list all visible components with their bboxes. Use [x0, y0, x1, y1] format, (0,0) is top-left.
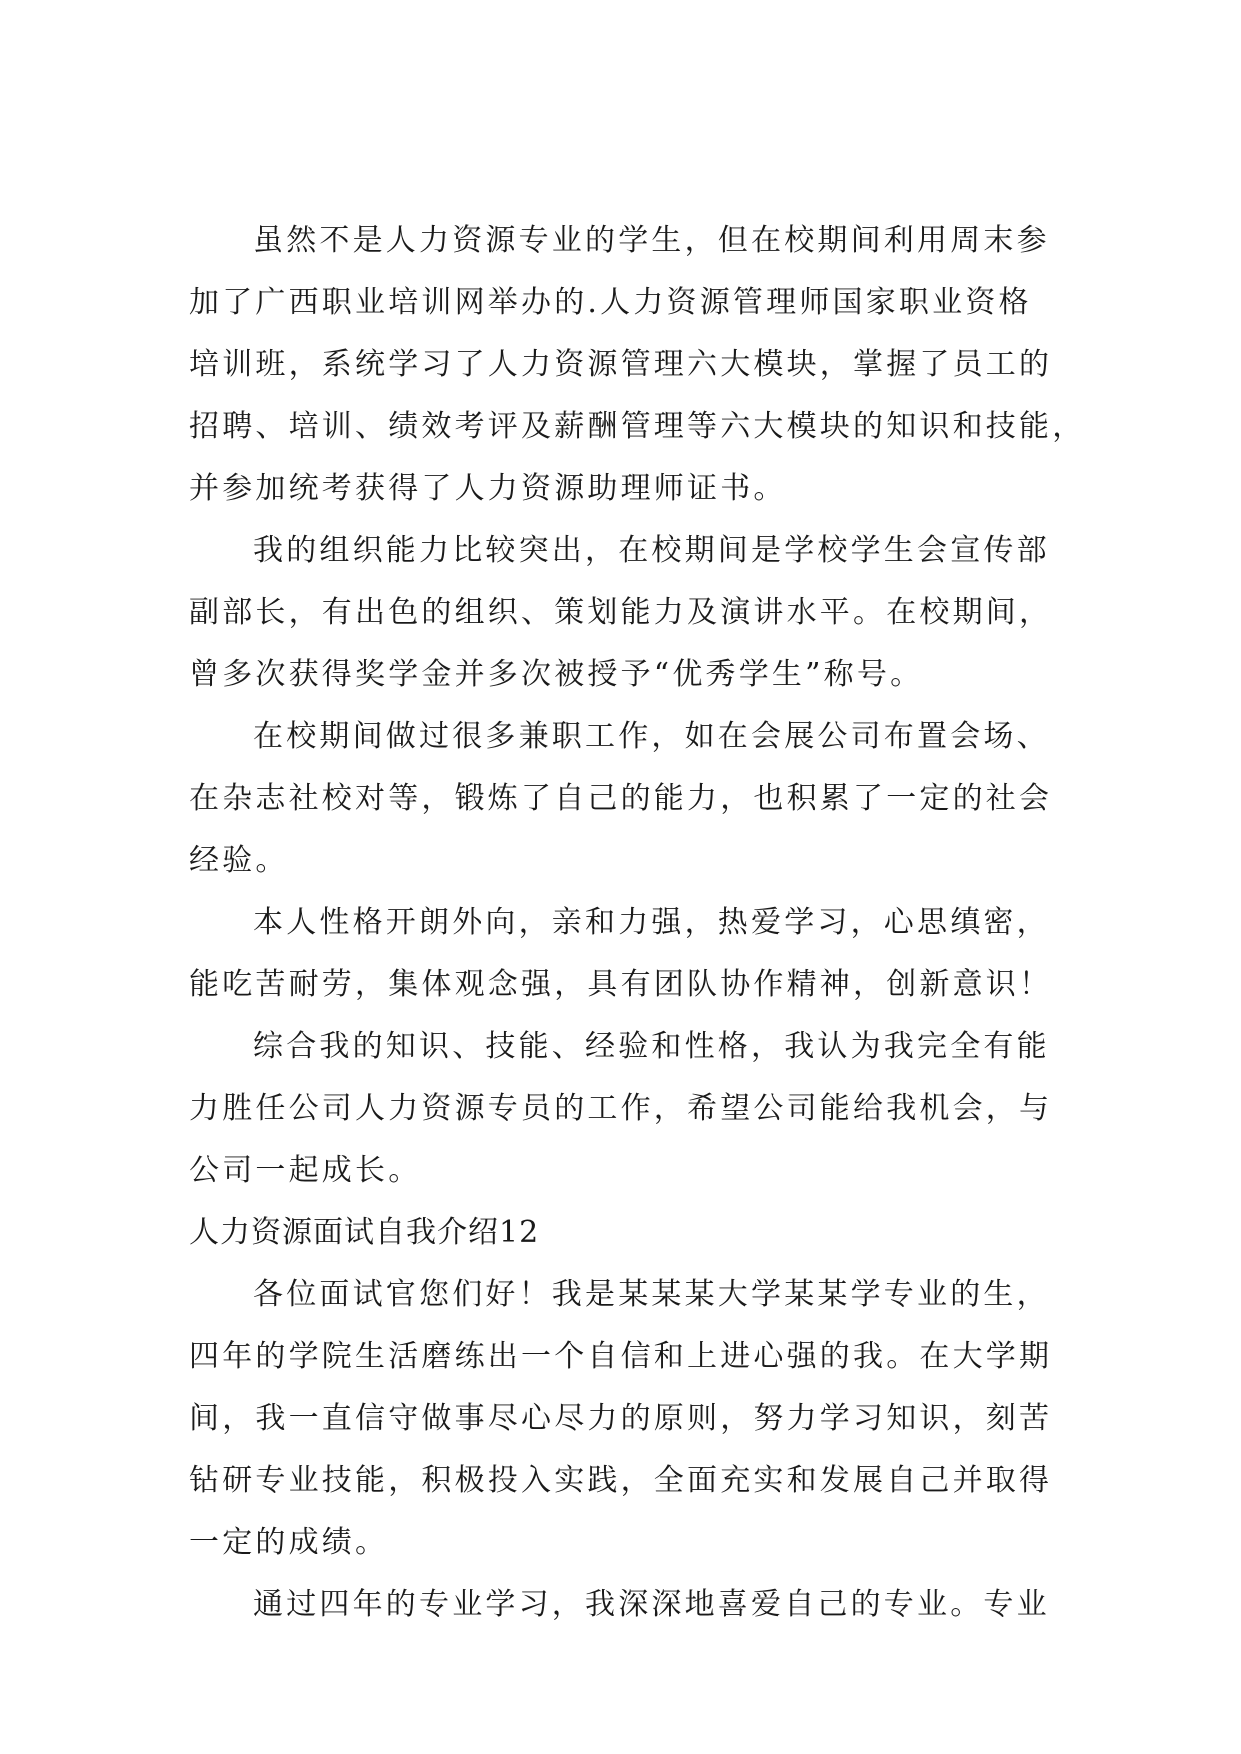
text-line: 能吃苦耐劳，集体观念强，具有团队协作精神，创新意识！ [189, 967, 1053, 1002]
text-line: 在校期间做过很多兼职工作，如在会展公司布置会场、 [253, 719, 1050, 754]
text-line: 钻研专业技能，积极投入实践，全面充实和发展自己并取得 [189, 1463, 1053, 1498]
text-line: 加了广西职业培训网举办的.人力资源管理师国家职业资格 [189, 285, 1032, 320]
text-line: 培训班，系统学习了人力资源管理六大模块，掌握了员工的 [189, 347, 1053, 382]
paragraph-part-time-work [189, 706, 1059, 892]
text-line: 本人性格开朗外向，亲和力强，热爱学习，心思缜密， [253, 905, 1050, 940]
section-heading: 人力资源面试自我介绍12 [189, 1215, 540, 1250]
text-line: 综合我的知识、技能、经验和性格，我认为我完全有能 [253, 1029, 1050, 1064]
paragraph-major-study [189, 1574, 1059, 1636]
text-line: 招聘、培训、绩效考评及薪酬管理等六大模块的知识和技能， [189, 409, 1086, 444]
text-line: 通过四年的专业学习，我深深地喜爱自己的专业。专业 [253, 1587, 1050, 1622]
text-line: 四年的学院生活磨练出一个自信和上进心强的我。在大学期 [189, 1339, 1053, 1374]
paragraph-personality [189, 892, 1059, 1016]
text-line: 副部长，有出色的组织、策划能力及演讲水平。在校期间， [189, 595, 1053, 630]
text-line: 虽然不是人力资源专业的学生，但在校期间利用周末参 [253, 223, 1050, 258]
paragraph-greeting [189, 1264, 1059, 1574]
paragraph-hr-training [189, 210, 1086, 520]
text-line: 各位面试官您们好！我是某某某大学某某学专业的生， [253, 1277, 1050, 1312]
text-line: 间，我一直信守做事尽心尽力的原则，努力学习知识，刻苦 [189, 1401, 1053, 1436]
document-body [189, 210, 1086, 1636]
text-line: 我的组织能力比较突出，在校期间是学校学生会宣传部 [253, 533, 1050, 568]
paragraph-organization-ability [189, 520, 1059, 706]
text-line: 公司一起成长。 [189, 1153, 422, 1188]
text-line: 经验。 [189, 843, 289, 878]
text-line: 力胜任公司人力资源专员的工作，希望公司能给我机会，与 [189, 1091, 1053, 1126]
paragraph-summary [189, 1016, 1059, 1202]
text-line: 一定的成绩。 [189, 1525, 389, 1560]
text-line: 在杂志社校对等，锻炼了自己的能力，也积累了一定的社会 [189, 781, 1053, 816]
text-line: 并参加统考获得了人力资源助理师证书。 [189, 471, 787, 506]
text-line: 曾多次获得奖学金并多次被授予“优秀学生”称号。 [189, 657, 924, 692]
